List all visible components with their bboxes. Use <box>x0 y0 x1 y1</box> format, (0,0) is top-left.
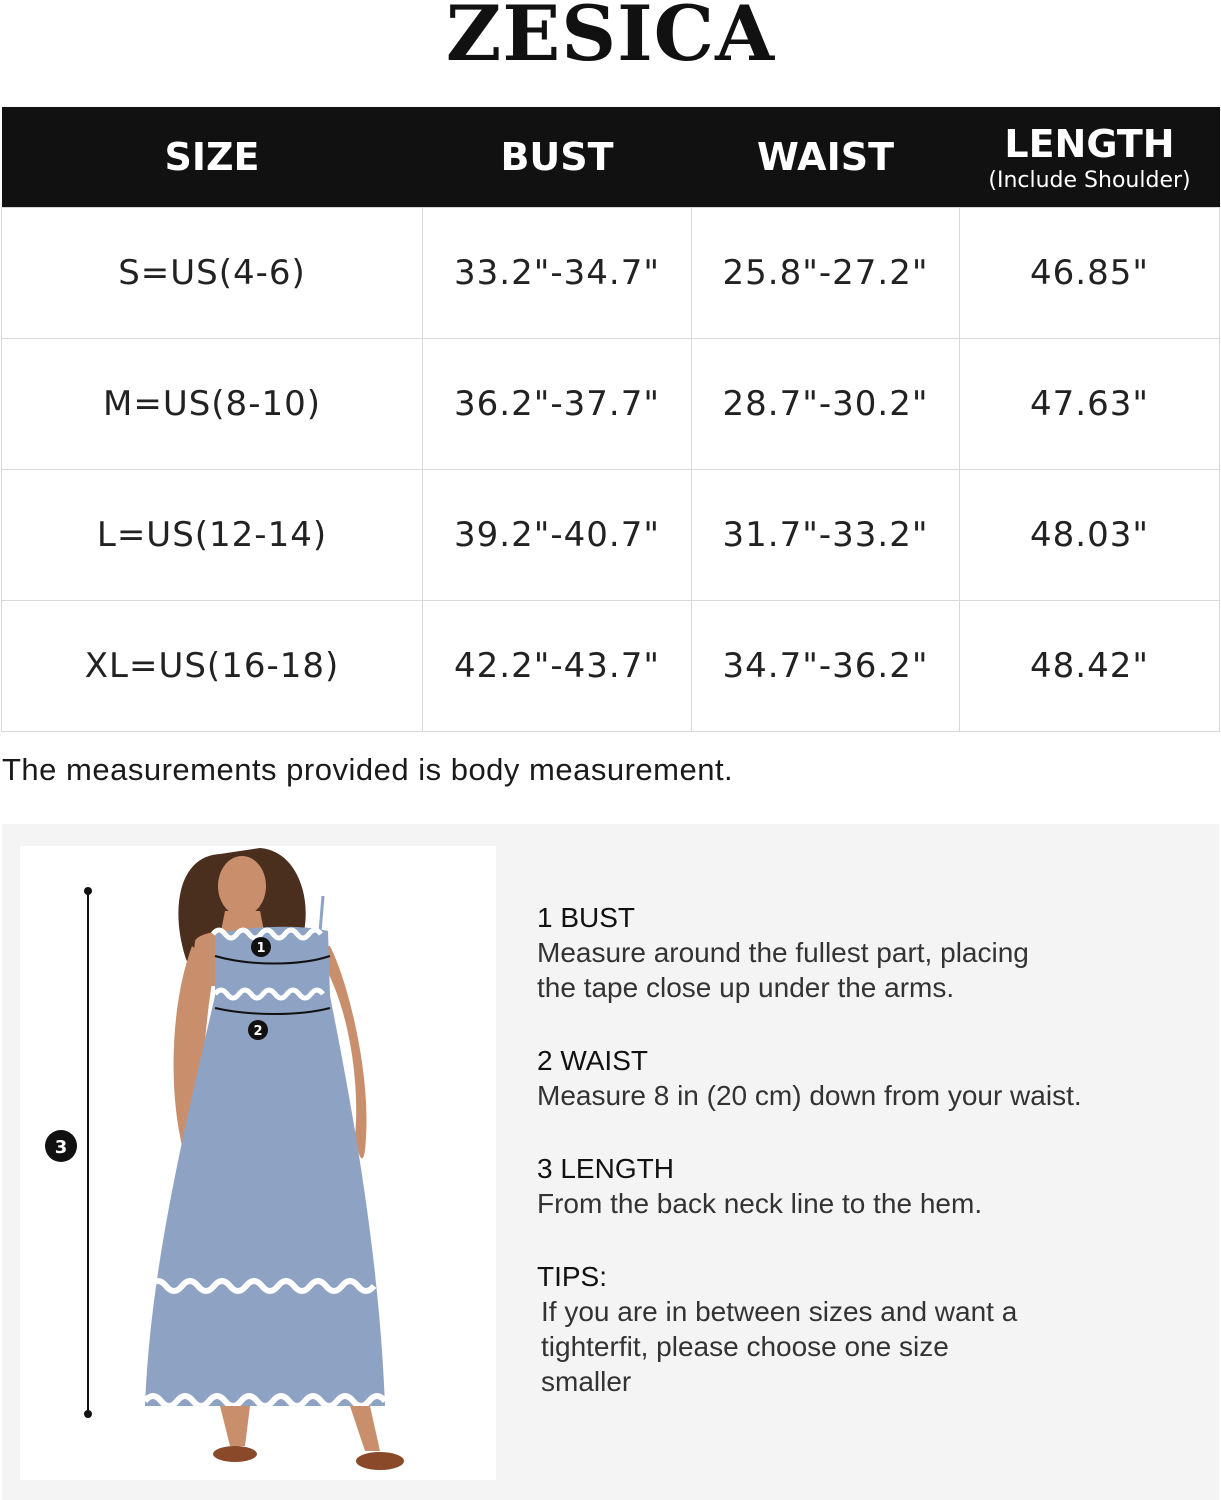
table-header-row <box>2 107 1220 208</box>
tips-desc-line-1: If you are in between sizes and want a <box>541 1296 1018 1327</box>
waist-title: 2 WAIST <box>537 1045 648 1076</box>
length-line-top-dot <box>84 887 92 895</box>
bust-instruction <box>537 900 1177 1005</box>
cell-size: L=US(12-14) <box>2 470 423 601</box>
header-size: SIZE <box>2 107 423 208</box>
right-leg <box>350 1406 380 1451</box>
face <box>218 856 266 916</box>
cell-bust: 33.2"-34.7" <box>423 208 692 339</box>
right-sandal <box>356 1452 404 1470</box>
measurement-instructions <box>537 900 1177 1437</box>
length-instruction <box>537 1151 1177 1221</box>
cell-bust: 36.2"-37.7" <box>423 339 692 470</box>
header-bust: BUST <box>423 107 692 208</box>
header-waist: WAIST <box>692 107 960 208</box>
header-length-label: LENGTH <box>1004 121 1175 166</box>
bust-desc-line-2: the tape close up under the arms. <box>537 972 955 1003</box>
cell-bust: 42.2"-43.7" <box>423 601 692 732</box>
cell-waist: 31.7"-33.2" <box>692 470 960 601</box>
cell-waist: 34.7"-36.2" <box>692 601 960 732</box>
measurement-note: The measurements provided is body measurement. <box>2 752 734 787</box>
cell-waist: 25.8"-27.2" <box>692 208 960 339</box>
cell-waist: 28.7"-30.2" <box>692 339 960 470</box>
table-row <box>2 208 1220 339</box>
length-desc: From the back neck line to the hem. <box>537 1188 983 1219</box>
cell-size: S=US(4-6) <box>2 208 423 339</box>
cell-length: 46.85" <box>960 208 1220 339</box>
header-length-sub: (Include Shoulder) <box>988 167 1191 193</box>
table-row <box>2 470 1220 601</box>
waist-instruction <box>537 1043 1177 1113</box>
cell-size: M=US(8-10) <box>2 339 423 470</box>
brand-logo: ZESICA <box>445 0 776 78</box>
tips-title: TIPS: <box>537 1261 608 1292</box>
length-line-bottom-dot <box>84 1410 92 1418</box>
table-row <box>2 601 1220 732</box>
cell-length: 48.03" <box>960 470 1220 601</box>
left-sandal <box>213 1446 257 1462</box>
marker-1-label: 1 <box>256 941 266 956</box>
table-row <box>2 339 1220 470</box>
measurement-guide-panel <box>2 824 1219 1500</box>
dress-illustration <box>20 846 496 1480</box>
left-leg <box>220 1406 250 1446</box>
cell-length: 48.42" <box>960 601 1220 732</box>
dress-model-figure <box>20 846 496 1480</box>
cell-size: XL=US(16-18) <box>2 601 423 732</box>
marker-2-label: 2 <box>253 1024 263 1039</box>
length-title: 3 LENGTH <box>537 1153 674 1184</box>
size-chart-table <box>1 107 1220 732</box>
bust-title: 1 BUST <box>537 902 636 933</box>
marker-3-label: 3 <box>54 1137 68 1158</box>
cell-bust: 39.2"-40.7" <box>423 470 692 601</box>
tips-desc-line-3: smaller <box>541 1366 632 1397</box>
waist-desc: Measure 8 in (20 cm) down from your waist. <box>537 1080 1082 1111</box>
cell-length: 47.63" <box>960 339 1220 470</box>
tips-desc-line-2: tighterfit, please choose one size <box>541 1331 949 1362</box>
header-length <box>960 107 1220 208</box>
bust-desc-line-1: Measure around the fullest part, placing <box>537 937 1029 968</box>
tips-instruction <box>537 1259 1177 1399</box>
